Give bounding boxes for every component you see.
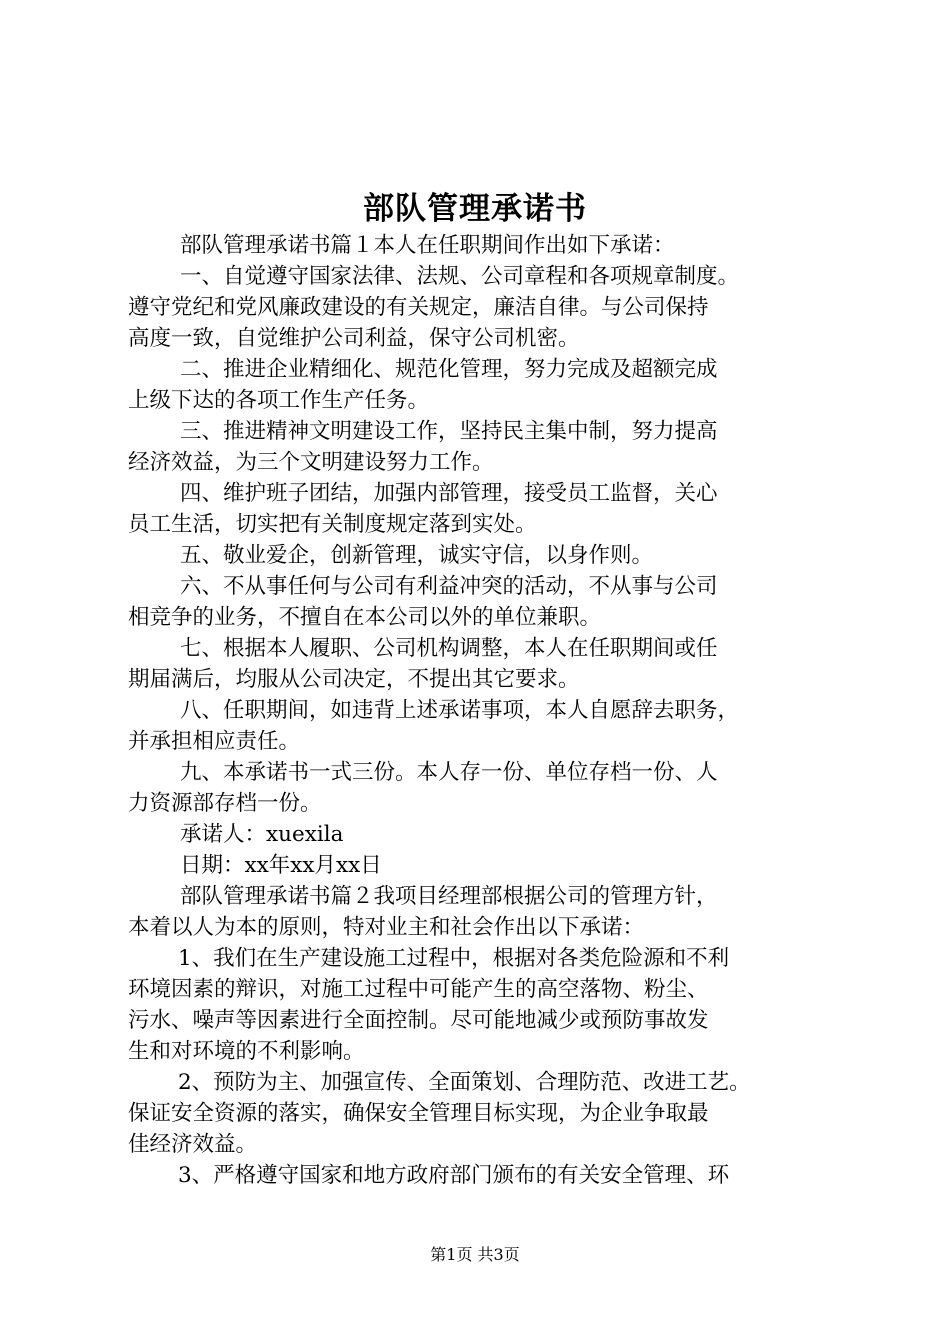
paragraph-line: 三、推进精神文明建设工作，坚持民主集中制，努力提高: [180, 419, 718, 444]
page-footer: 第1页 共3页: [430, 1245, 520, 1264]
paragraph-line: 四、维护班子团结，加强内部管理，接受员工监督，关心: [180, 481, 718, 506]
paragraph-line: 员工生活，切实把有关制度规定落到实处。: [128, 512, 537, 537]
document-body: [128, 230, 858, 1191]
paragraph-line: 佳经济效益。: [128, 1132, 258, 1157]
paragraph-line: 经济效益，为三个文明建设努力工作。: [128, 450, 494, 475]
paragraph-line: 期届满后，均服从公司决定，不提出其它要求。: [128, 667, 580, 692]
paragraph-line: 高度一致，自觉维护公司利益，保守公司机密。: [128, 326, 580, 351]
paragraph-line: 相竞争的业务，不擅自在本公司以外的单位兼职。: [128, 605, 602, 630]
paragraph-line: 力资源部存档一份。: [128, 791, 322, 816]
paragraph-line: 2、预防为主、加强宣传、全面策划、合理防范、改进工艺。: [178, 1070, 751, 1095]
paragraph-line: 八、任职期间，如违背上述承诺事项，本人自愿辞去职务，: [180, 698, 740, 723]
paragraph-line: 一、自觉遵守国家法律、法规、公司章程和各项规章制度。: [180, 264, 740, 289]
paragraph-line: 遵守党纪和党风廉政建设的有关规定，廉洁自律。与公司保持: [128, 295, 709, 320]
paragraph-line: 1、我们在生产建设施工过程中，根据对各类危险源和不利: [178, 946, 730, 971]
paragraph-line: 五、敬业爱企，创新管理，诚实守信，以身作则。: [180, 543, 654, 568]
paragraph-line: 保证安全资源的落实，确保安全管理目标实现，为企业争取最: [128, 1101, 709, 1126]
paragraph-line: 二、推进企业精细化、规范化管理，努力完成及超额完成: [180, 357, 718, 382]
paragraph-line: 部队管理承诺书篇１本人在任职期间作出如下承诺：: [180, 233, 675, 258]
paragraph-line: 七、根据本人履职、公司机构调整，本人在任职期间或任: [180, 636, 718, 661]
paragraph-line: 本着以人为本的原则，特对业主和社会作出以下承诺：: [128, 915, 645, 940]
paragraph-line: 3、严格遵守国家和地方政府部门颁布的有关安全管理、环: [178, 1163, 730, 1188]
paragraph-line: 环境因素的辩识，对施工过程中可能产生的高空落物、粉尘、: [128, 977, 709, 1002]
page-title: 部队管理承诺书: [363, 191, 587, 227]
paragraph-line: 生和对环境的不利影响。: [128, 1039, 365, 1064]
paragraph-line: 六、不从事任何与公司有利益冲突的活动，不从事与公司: [180, 574, 718, 599]
signatory-line: 承诺人：xuexila: [180, 822, 344, 847]
paragraph-line: 九、本承诺书一式三份。本人存一份、单位存档一份、人: [180, 760, 718, 785]
paragraph-line: 部队管理承诺书篇２我项目经理部根据公司的管理方针，: [180, 884, 718, 909]
date-line: 日期：xx年xx月xx日: [180, 853, 382, 878]
paragraph-line: 上级下达的各项工作生产任务。: [128, 388, 430, 413]
paragraph-line: 并承担相应责任。: [128, 729, 301, 754]
paragraph-line: 污水、噪声等因素进行全面控制。尽可能地减少或预防事故发: [128, 1008, 709, 1033]
